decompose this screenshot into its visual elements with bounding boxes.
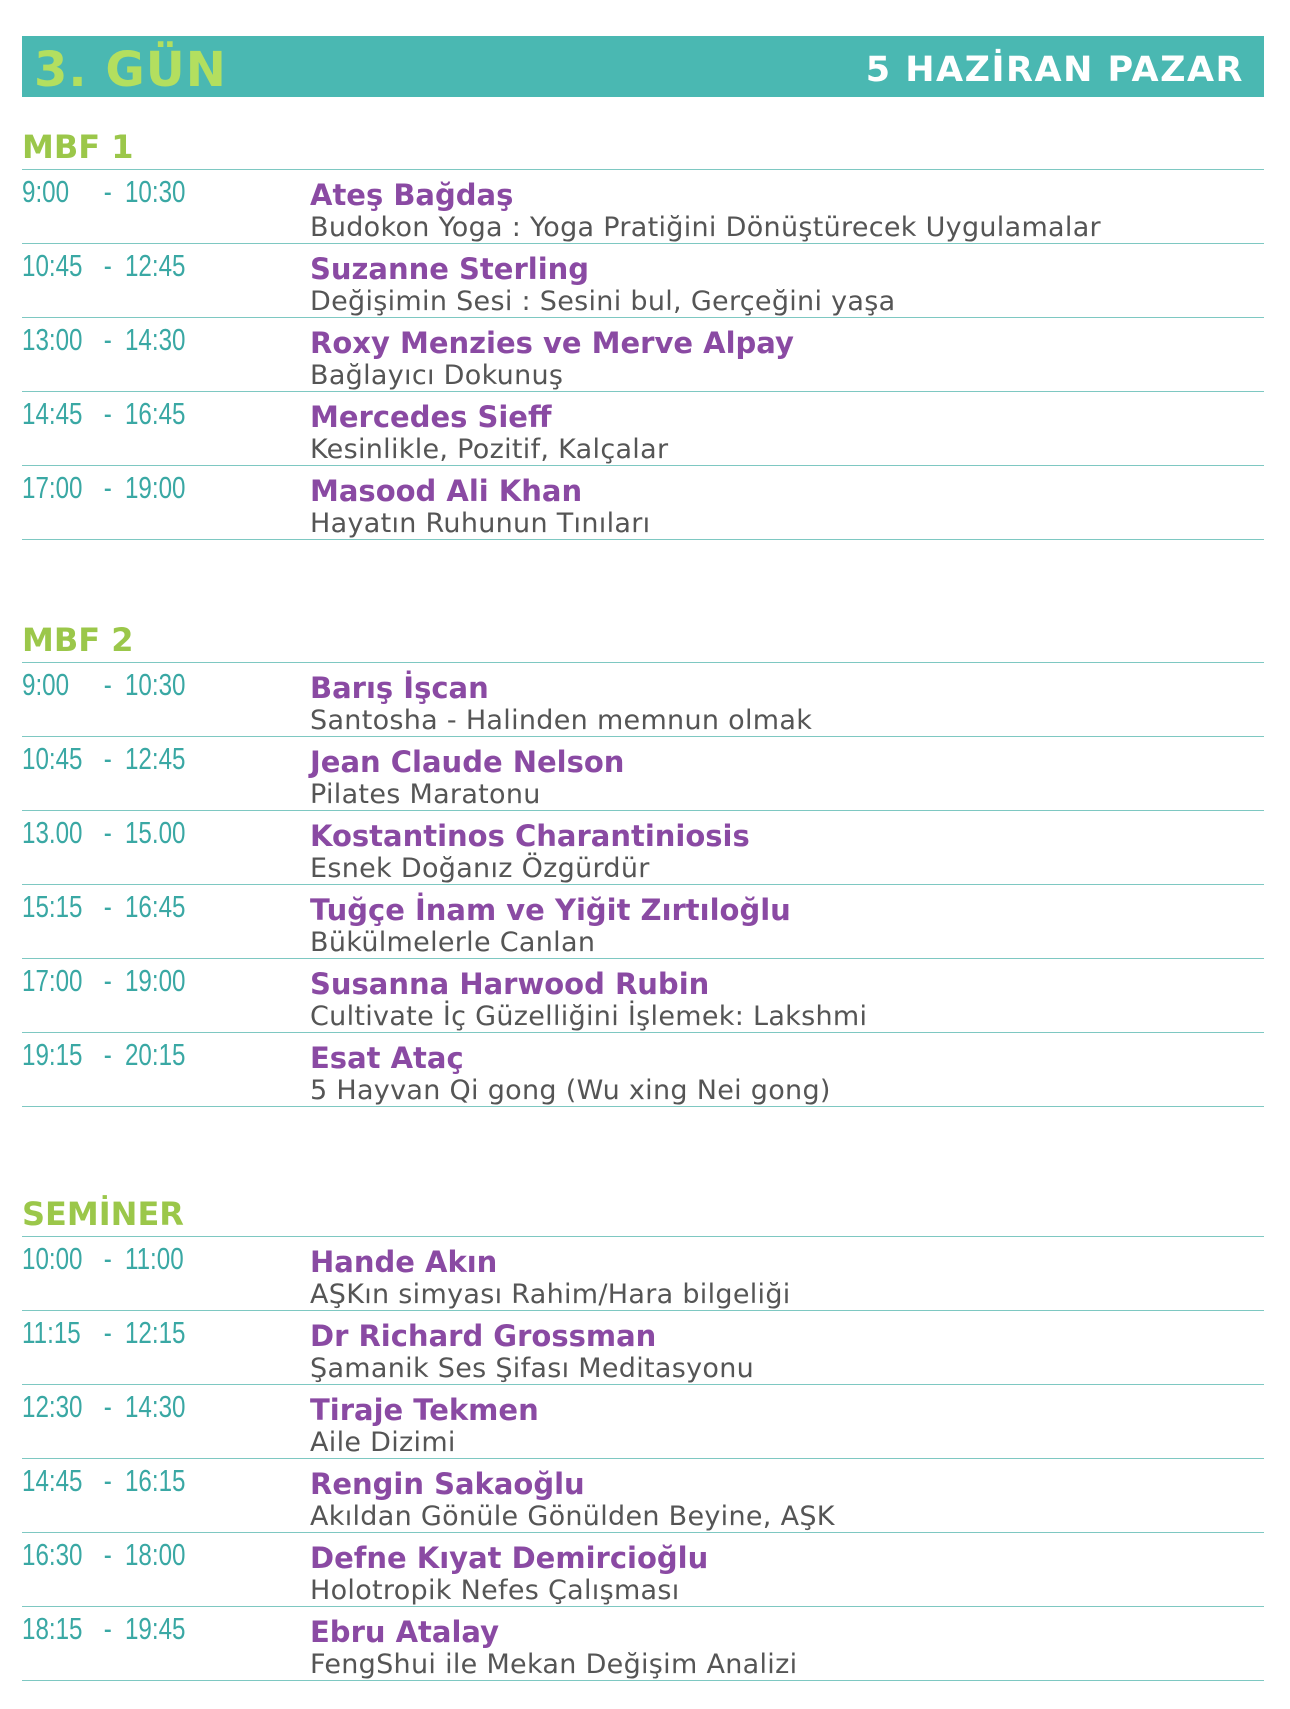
start-time: 19:15 [22,1037,83,1072]
instructor-name: Kostantinos Charantiniosis [310,819,750,853]
session-topic: Bağlayıcı Dokunuş [310,360,564,391]
instructor-name: Ebru Atalay [310,1615,500,1649]
instructor-name: Jean Claude Nelson [310,745,625,779]
start-time: 17:00 [22,963,83,998]
session-topic: Pilates Maratonu [310,779,541,810]
time-range [22,815,185,851]
time-range [22,1611,185,1647]
instructor-name: Defne Kıyat Demircioğlu [310,1541,709,1575]
day-title: 3. GÜN [34,42,227,98]
schedule-row [22,170,1264,244]
session-topic: AŞKın simyası Rahim/Hara bilgeliği [310,1279,791,1310]
section-seminer [22,1192,1264,1681]
session-topic: Kesinlikle, Pozitif, Kalçalar [310,434,669,465]
end-time: 20:15 [124,1037,186,1072]
end-time: 16:45 [124,396,186,431]
schedule-row [22,1385,1264,1459]
start-time: 16:30 [22,1537,83,1572]
time-separator: - [103,1463,112,1498]
instructor-name: Tiraje Tekmen [310,1393,539,1427]
time-separator: - [103,963,112,998]
start-time: 9:00 [22,174,70,209]
end-time: 19:45 [124,1611,186,1646]
time-range [22,1463,185,1499]
end-time: 12:15 [124,1315,186,1350]
time-separator: - [103,1315,112,1350]
schedule-row [22,1607,1264,1681]
schedule-row [22,1533,1264,1607]
start-time: 13.00 [22,815,83,850]
schedule-row [22,959,1264,1033]
time-range [22,889,185,925]
schedule-row [22,392,1264,466]
section-title: SEMİNER [22,1192,1264,1237]
instructor-name: Roxy Menzies ve Merve Alpay [310,326,794,360]
end-time: 10:30 [124,667,186,702]
session-topic: FengShui ile Mekan Değişim Analizi [310,1649,798,1680]
instructor-name: Suzanne Sterling [310,252,590,286]
end-time: 18:00 [124,1537,186,1572]
time-separator: - [103,396,112,431]
start-time: 14:45 [22,1463,83,1498]
time-range [22,1241,184,1277]
schedule-row [22,466,1264,540]
time-separator: - [103,1241,112,1276]
session-topic: Değişimin Sesi : Sesini bul, Gerçeğini yaşa [310,286,896,317]
session-topic: 5 Hayvan Qi gong (Wu xing Nei gong) [310,1075,831,1106]
session-topic: Santosha - Halinden memnun olmak [310,705,813,736]
end-time: 10:30 [124,174,186,209]
schedule-row [22,318,1264,392]
instructor-name: Dr Richard Grossman [310,1319,657,1353]
time-separator: - [103,1037,112,1072]
session-topic: Akıldan Gönüle Gönülden Beyine, AŞK [310,1501,835,1532]
instructor-name: Barış İşcan [310,671,489,705]
time-range [22,174,185,210]
end-time: 15.00 [124,815,186,850]
end-time: 11:00 [124,1241,184,1276]
start-time: 14:45 [22,396,83,431]
start-time: 18:15 [22,1611,83,1646]
time-range [22,667,185,703]
start-time: 10:45 [22,741,83,776]
schedule-row [22,1237,1264,1311]
date-title: 5 HAZİRAN PAZAR [865,50,1244,90]
schedule-row [22,663,1264,737]
time-separator: - [103,174,112,209]
end-time: 12:45 [124,741,186,776]
session-topic: Holotropik Nefes Çalışması [310,1575,680,1606]
start-time: 17:00 [22,470,83,505]
schedule-row [22,1311,1264,1385]
schedule-row [22,737,1264,811]
time-range [22,322,185,358]
start-time: 10:45 [22,248,83,283]
schedule-row [22,885,1264,959]
end-time: 19:00 [124,470,186,505]
section-title: MBF 1 [22,125,1264,170]
start-time: 12:30 [22,1389,83,1424]
start-time: 10:00 [22,1241,83,1276]
instructor-name: Rengin Sakaoğlu [310,1467,585,1501]
end-time: 14:30 [124,322,186,357]
time-range [22,963,185,999]
time-separator: - [103,667,112,702]
schedule-row [22,244,1264,318]
time-range [22,1315,185,1351]
instructor-name: Hande Akın [310,1245,498,1279]
instructor-name: Masood Ali Khan [310,474,583,508]
time-separator: - [103,470,112,505]
instructor-name: Mercedes Sieff [310,400,552,434]
instructor-name: Susanna Harwood Rubin [310,967,710,1001]
section-mbf1 [22,125,1264,540]
instructor-name: Esat Ataç [310,1041,464,1075]
instructor-name: Tuğçe İnam ve Yiğit Zırtıloğlu [310,893,791,927]
session-topic: Cultivate İç Güzelliğini İşlemek: Lakshmi [310,1001,868,1032]
time-range [22,470,185,506]
time-separator: - [103,741,112,776]
session-topic: Hayatın Ruhunun Tınıları [310,508,651,539]
time-separator: - [103,889,112,924]
time-range [22,1389,185,1425]
end-time: 16:15 [124,1463,186,1498]
time-range [22,1537,185,1573]
time-separator: - [103,322,112,357]
start-time: 13:00 [22,322,83,357]
schedule-row [22,811,1264,885]
time-range [22,396,185,432]
instructor-name: Ateş Bağdaş [310,178,514,212]
time-separator: - [103,1611,112,1646]
schedule-row [22,1459,1264,1533]
end-time: 14:30 [124,1389,186,1424]
start-time: 15:15 [22,889,83,924]
time-separator: - [103,1389,112,1424]
time-range [22,248,185,284]
session-topic: Şamanik Ses Şifası Meditasyonu [310,1353,755,1384]
session-topic: Bükülmelerle Canlan [310,927,596,958]
end-time: 12:45 [124,248,186,283]
session-topic: Esnek Doğanız Özgürdür [310,853,650,884]
time-separator: - [103,1537,112,1572]
time-range [22,741,185,777]
end-time: 16:45 [124,889,186,924]
session-topic: Budokon Yoga : Yoga Pratiğini Dönüştürecek Uygulamalar [310,212,1101,243]
section-title: MBF 2 [22,618,1264,663]
day-header [22,36,1264,97]
session-topic: Aile Dizimi [310,1427,456,1458]
start-time: 11:15 [22,1315,81,1350]
start-time: 9:00 [22,667,70,702]
end-time: 19:00 [124,963,186,998]
time-range [22,1037,185,1073]
section-mbf2 [22,618,1264,1107]
time-separator: - [103,248,112,283]
schedule-row [22,1033,1264,1107]
time-separator: - [103,815,112,850]
